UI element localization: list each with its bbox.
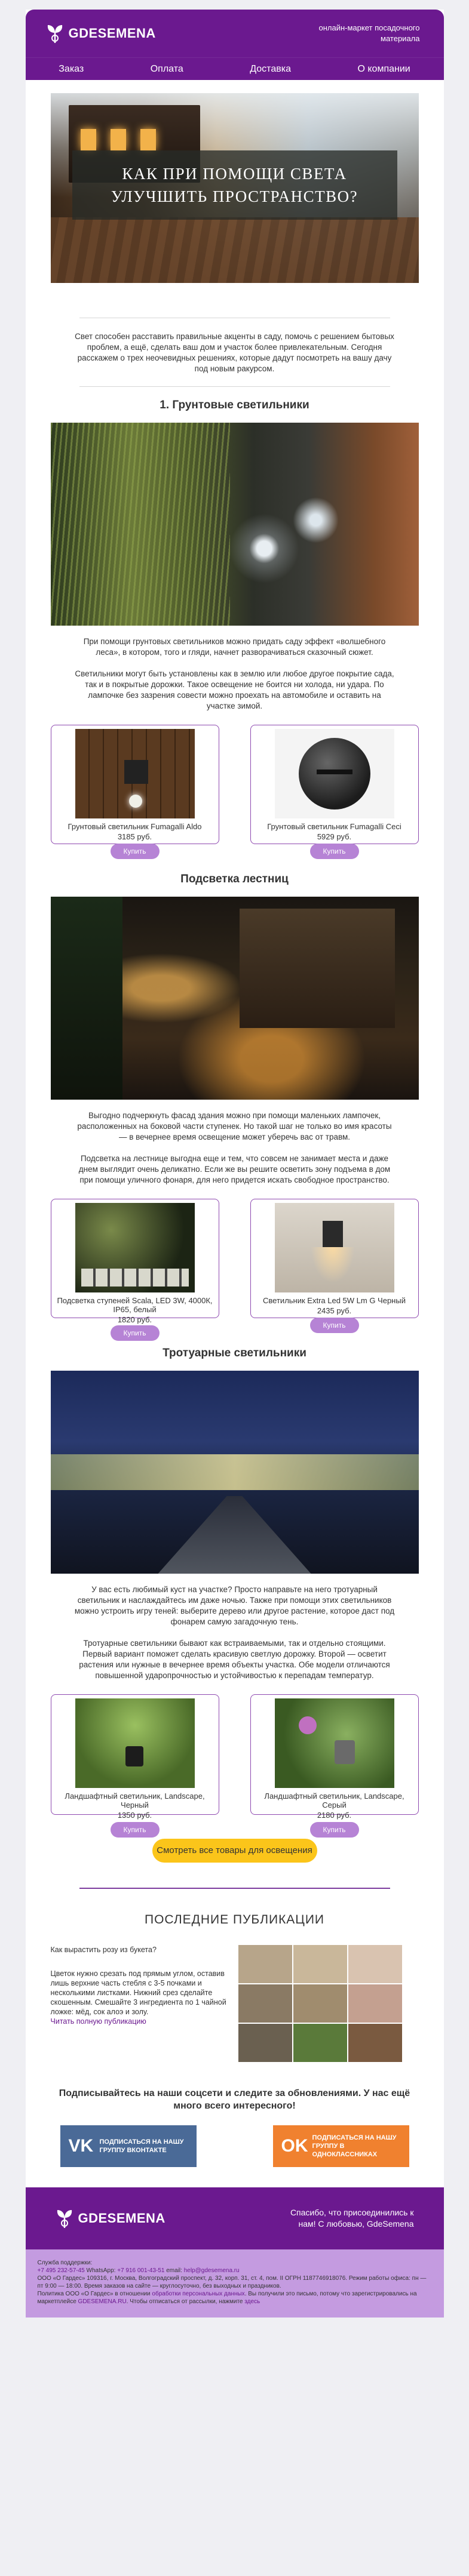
- view-all-lighting-button[interactable]: Смотреть все товары для освещения: [152, 1839, 317, 1863]
- collage-tile: [293, 1984, 347, 2023]
- subscribe-text: Подписывайтесь на наши соцсети и следите за обновлениями. У нас ещё много всего интересного!: [59, 2088, 410, 2111]
- section-paragraph: Подсветка на лестнице выгодна еще и тем, что совсем не занимает места и даже днем выглядит очень деликатно. Если же вы решите осветить зону подъема в дом при помощи уличного фонаря, для него придется искать свободное пространство.: [78, 1154, 391, 1184]
- buy-button[interactable]: Купить: [310, 1318, 359, 1333]
- divider: [79, 1888, 390, 1889]
- policy-mid: . Вы получили это письмо, потому что зарегистрировались на маркетплейсе: [37, 2291, 417, 2305]
- lamp-icon: [335, 1740, 355, 1764]
- publication-excerpt: Цветок нужно срезать под прямым углом, оставив лишь верхние часть стебля с 3-5 почками и несколькими листками. Нижний срез сделайте скошенным. Смешайте 3 ингредиента по 1 чайной ложке: мёд, сок алоэ и золу.: [50, 1969, 226, 2016]
- publication-question: Как вырастить розу из букета?: [50, 1946, 157, 1954]
- buy-button[interactable]: Купить: [111, 1325, 160, 1341]
- product-price: 3185 руб.: [117, 832, 152, 841]
- product-row: [26, 1694, 444, 1834]
- light-glow: [129, 795, 142, 808]
- publication-text: [51, 1945, 230, 2062]
- social-buttons: [26, 2125, 444, 2167]
- contact-line: [38, 2267, 432, 2275]
- product-price: 1350 руб.: [117, 1811, 152, 1820]
- trees-image: [51, 897, 122, 1100]
- product-name: Грунтовый светильник Fumagalli Ceci: [267, 822, 401, 831]
- vk-icon: VK: [68, 2136, 94, 2156]
- buy-button[interactable]: Купить: [310, 844, 359, 859]
- vk-subscribe-label: ПОДПИСАТЬСЯ НА НАШУ ГРУППУ ВКОНТАКТЕ: [99, 2138, 184, 2154]
- product-price: 2435 руб.: [317, 1306, 352, 1315]
- stair-lights-photo: [51, 897, 419, 1100]
- unsubscribe-link[interactable]: здесь: [244, 2298, 260, 2305]
- product-name: Ландшафтный светильник, Landscape, Серый: [264, 1792, 404, 1809]
- cta-wrap: [26, 1839, 444, 1863]
- collage-tile: [238, 2024, 292, 2062]
- collage-tile: [348, 2024, 402, 2062]
- phone-link[interactable]: +7 495 232-57-45: [37, 2267, 85, 2274]
- product-image: [75, 1698, 195, 1788]
- ok-subscribe-button[interactable]: [273, 2125, 409, 2167]
- vk-subscribe-button[interactable]: [60, 2125, 197, 2167]
- footer-logo[interactable]: [56, 2208, 165, 2229]
- product-name: Ландшафтный светильник, Landscape, Черный: [65, 1792, 205, 1809]
- product-card[interactable]: [250, 1199, 419, 1329]
- house-facade-image: [240, 909, 395, 1028]
- hero-title: КАК ПРИ ПОМОЩИ СВЕТА УЛУЧШИТЬ ПРОСТРАНСТВО?: [111, 165, 358, 205]
- support-label: Служба поддержки:: [37, 2260, 93, 2266]
- product-card[interactable]: [250, 725, 419, 855]
- lamp-icon: [323, 1221, 343, 1247]
- product-card[interactable]: [51, 1694, 219, 1834]
- sprout-icon: [46, 23, 64, 44]
- product-price: 2180 руб.: [317, 1811, 352, 1820]
- main-nav: [26, 57, 444, 80]
- section-paragraph: Выгодно подчеркнуть фасад здания можно при помощи маленьких лампочек, расположенных на боковой части ступенек. Но такой шаг не только во имя красоты — в вечернее время освещение может уберечь вас от травм.: [77, 1111, 392, 1141]
- lamp-icon: [124, 760, 148, 784]
- collage-tile: [238, 1945, 292, 1983]
- collage-tile: [293, 1945, 347, 1983]
- buy-button[interactable]: Купить: [111, 1822, 160, 1838]
- site-link[interactable]: GDESEMENA.RU: [78, 2298, 127, 2305]
- hero-window: [81, 129, 96, 150]
- hero-window: [111, 129, 126, 150]
- product-card[interactable]: [51, 725, 219, 855]
- collage-tile: [238, 1984, 292, 2023]
- publication-image-collage[interactable]: [238, 1945, 402, 2062]
- email-label: email:: [166, 2267, 182, 2274]
- intro-text: Свет способен расставить правильные акценты в саду, помочь с решением бытовых проблем, а ещё, сделать ваш дом и участок более привлекательным. Сегодня расскажем о трех неочевидных решениях, которые дадут посмотреть на вашу дачу под новым ракурсом.: [75, 332, 394, 373]
- section-title-path-lights: Тротуарные светильники: [163, 1347, 306, 1359]
- product-name: Подсветка ступеней Scala, LED 3W, 4000К, IP65, белый: [57, 1296, 213, 1314]
- read-more-link[interactable]: Читать полную публикацию: [50, 2017, 146, 2026]
- product-name: Светильник Extra Led 5W Lm G Черный: [263, 1296, 406, 1305]
- product-price: 1820 руб.: [117, 1315, 152, 1324]
- whatsapp-label: WhatsApp:: [86, 2267, 116, 2274]
- nav-order[interactable]: Заказ: [59, 63, 84, 74]
- legal-info: ООО «О Гардес» 109316, г. Москва, Волгоградский проспект, д. 32, корп. 31, ст. 4, пом. II ОГРН 1187746918076. Режим работы офиса: пн — пт 9:00 — 18:00. Время заказов на сайте — круглосуточно, без выходных и праздников.: [37, 2275, 427, 2289]
- tagline: онлайн-маркет посадочного материала: [318, 23, 420, 43]
- footer-brand-name: GDESEMENA: [78, 2211, 165, 2226]
- path-lights-photo: [51, 1371, 419, 1574]
- footer-banner: [26, 2187, 444, 2249]
- product-image: [75, 729, 195, 818]
- product-card[interactable]: [51, 1199, 219, 1337]
- email-link[interactable]: help@gdesemena.ru: [183, 2267, 240, 2274]
- hero-deck-image: [51, 217, 419, 283]
- product-image: [275, 1203, 394, 1292]
- publications-title: ПОСЛЕДНИЕ ПУБЛИКАЦИИ: [144, 1913, 325, 1926]
- odnoklassniki-icon: OK: [281, 2136, 308, 2156]
- buy-button[interactable]: Купить: [111, 844, 160, 859]
- product-image: [75, 1203, 195, 1292]
- section-title-stair-lights: Подсветка лестниц: [180, 873, 289, 885]
- product-row: [26, 725, 444, 855]
- nav-delivery[interactable]: Доставка: [250, 63, 291, 74]
- section-paragraph: При помощи грунтовых светильников можно придать саду эффект «волшебного леса», в котором, того и гляди, начнет разворачиваться сказочный сюжет.: [83, 637, 386, 657]
- ok-subscribe-label: ПОДПИСАТЬСЯ НА НАШУ ГРУППУ В ОДНОКЛАССНИКАХ: [312, 2134, 397, 2158]
- nav-payment[interactable]: Оплата: [150, 63, 183, 74]
- section-paragraph: У вас есть любимый куст на участке? Просто направьте на него тротуарный светильник и наслаждайтесь им даже ночью. Также при помощи этих светильников можно устроить игру теней: выберите дерево или другое растение, которое даст под фонарем самую загадочную тень.: [74, 1585, 395, 1626]
- product-image: [275, 729, 394, 818]
- grass-image: [51, 423, 230, 626]
- section-paragraph: Светильники могут быть установлены как в землю или любое другое покрытие сада, так и в покрытые дорожки. Такое освещение не боится ни холода, ни удара. По лампочке без зазрения совести можно проехать на автомобиле и оставить на участке зимой.: [75, 669, 394, 710]
- product-row: [26, 1199, 444, 1337]
- email-sheet: [26, 10, 444, 2318]
- hero-banner[interactable]: [51, 93, 419, 283]
- collage-tile: [293, 2024, 347, 2062]
- product-card[interactable]: [250, 1694, 419, 1834]
- lamp-icon: [125, 1746, 143, 1766]
- lit-trees-image: [51, 1454, 419, 1490]
- footer-legal: [26, 2249, 444, 2318]
- whatsapp-link[interactable]: +7 916 001-43-51: [117, 2267, 165, 2274]
- collage-tile: [348, 1945, 402, 1983]
- stair-step: [81, 1269, 189, 1287]
- page-bottom: [0, 2318, 469, 2341]
- section-paragraph: Тротуарные светильники бывают как встраиваемыми, так и отдельно стоящими. Первый вариант поможет сделать красивую светлую дорожку. Второй — осветит растения или нужные в вечернее время объекты участка. Обе модели отличаются повышенной ударопрочностью и устойчивостью к перепадам температур.: [79, 1639, 390, 1680]
- flower: [299, 1716, 317, 1734]
- brand-logo[interactable]: [46, 23, 156, 44]
- policy-prefix: Политика ООО «О Гардес» в отношении: [37, 2291, 151, 2297]
- header: [26, 10, 444, 57]
- light-glow: [311, 1247, 355, 1283]
- product-image: [275, 1698, 394, 1788]
- sprout-icon: [56, 2208, 73, 2229]
- product-name: Грунтовый светильник Fumagalli Aldo: [68, 822, 202, 831]
- section-title-ground-lights: 1. Грунтовые светильники: [160, 399, 309, 411]
- lamp-slot: [317, 770, 352, 774]
- footer-thanks: Спасибо, что присоединились к нам! С любовью, GdeSemena: [290, 2208, 414, 2229]
- privacy-policy-link[interactable]: обработки персональных данных: [152, 2291, 245, 2297]
- hero-window: [140, 129, 156, 150]
- collage-tile: [348, 1984, 402, 2023]
- publication-item: [26, 1945, 444, 2062]
- policy-suffix: . Чтобы отписаться от рассылки, нажмите: [126, 2298, 243, 2305]
- path-image: [158, 1496, 311, 1574]
- ground-lights-photo: [51, 423, 419, 626]
- brand-name: GDESEMENA: [68, 26, 156, 41]
- divider: [79, 386, 390, 387]
- buy-button[interactable]: Купить: [310, 1822, 359, 1838]
- nav-about[interactable]: О компании: [357, 63, 410, 74]
- product-price: 5929 руб.: [317, 832, 352, 841]
- hero-title-band: [72, 150, 397, 220]
- policy-line: [38, 2290, 432, 2306]
